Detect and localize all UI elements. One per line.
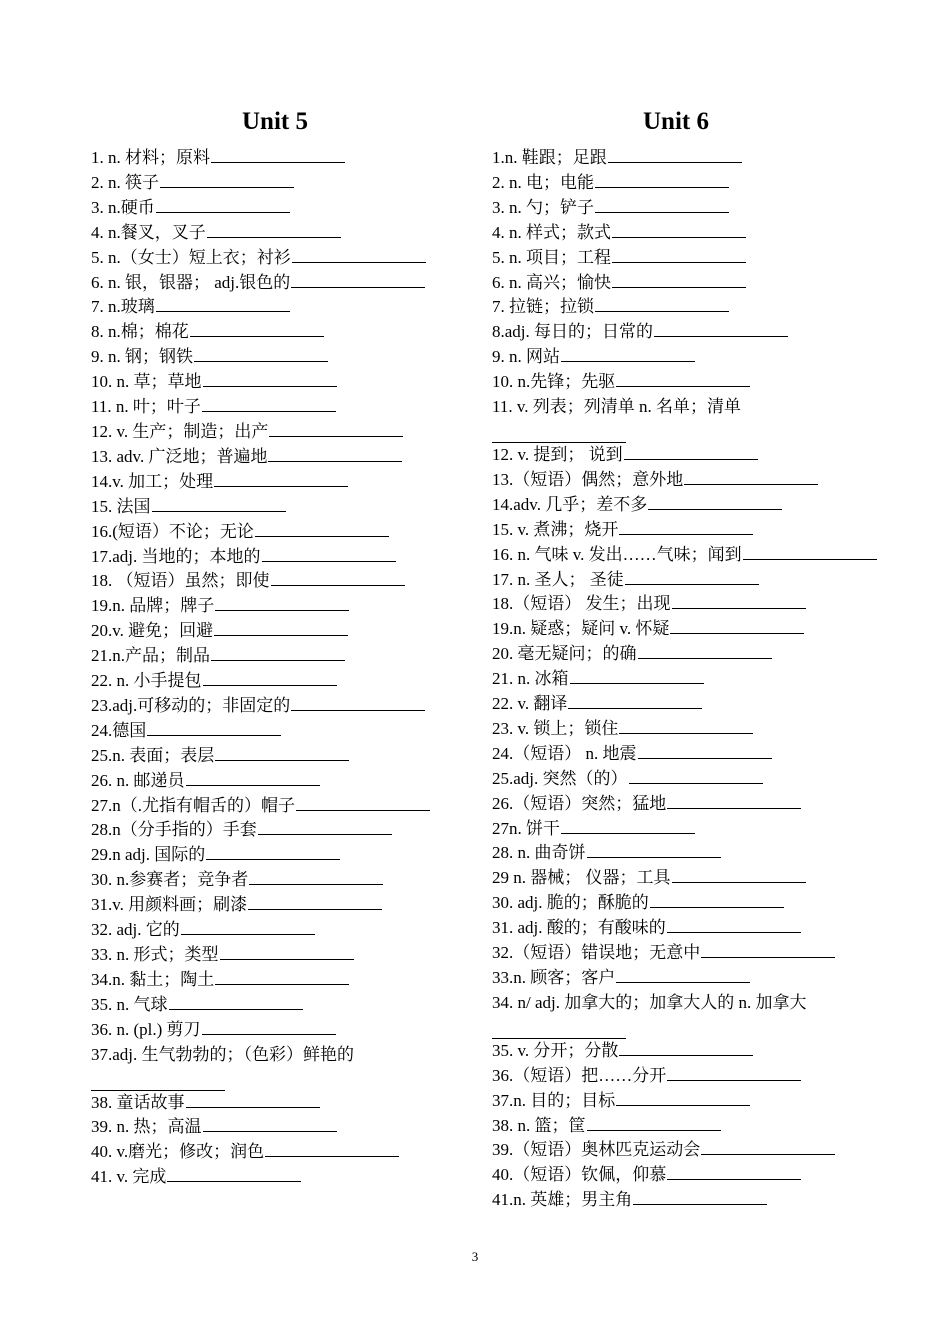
vocab-item — [91, 171, 471, 196]
answer-blank — [633, 1189, 767, 1205]
answer-blank — [160, 172, 294, 188]
vocab-item — [492, 370, 872, 395]
vocab-item-label: 37.adj. 生气勃勃的；（色彩）鲜艳的 — [91, 1044, 355, 1064]
vocab-item-label: 32.（短语）错误地；无意中 — [492, 943, 701, 963]
vocab-item — [492, 642, 872, 667]
vocab-item-label: 23. v. 锁上；锁住 — [492, 718, 619, 738]
vocab-item-label: 2. n. 电；电能 — [492, 172, 594, 192]
answer-blank — [616, 371, 750, 387]
vocab-item — [492, 196, 872, 221]
answer-blank — [672, 867, 806, 883]
answer-blank — [211, 645, 345, 661]
vocab-item — [492, 767, 872, 792]
vocab-item — [91, 520, 471, 545]
vocab-item — [91, 993, 471, 1018]
vocab-item-label: 21. n. 冰箱 — [492, 669, 569, 689]
vocab-item-label: 21.n.产品；制品 — [91, 646, 210, 666]
vocab-item-label: 19.n. 品牌；牌子 — [91, 596, 215, 616]
vocab-item — [492, 295, 872, 320]
vocab-item — [91, 1043, 471, 1091]
vocab-item — [492, 742, 872, 767]
answer-blank — [215, 595, 349, 611]
answer-blank — [648, 494, 782, 510]
vocab-item — [91, 370, 471, 395]
vocab-item-label: 34.n. 黏土；陶土 — [91, 969, 215, 989]
answer-blank — [265, 1141, 399, 1157]
vocab-item-label: 7. 拉链；拉锁 — [492, 297, 594, 317]
vocab-item — [91, 246, 471, 271]
vocab-item — [492, 320, 872, 345]
vocab-item — [492, 1114, 872, 1139]
vocab-item — [91, 495, 471, 520]
vocab-item-label: 34. n/ adj. 加拿大的；加拿大人的 n. 加拿大 — [492, 992, 807, 1012]
answer-blank — [214, 471, 348, 487]
vocab-item-label: 41.n. 英雄；男主角 — [492, 1190, 633, 1210]
vocab-item-label: 28.n（分手指的）手套 — [91, 820, 257, 840]
answer-blank — [292, 247, 426, 263]
answer-blank — [190, 321, 324, 337]
unit-5-column — [91, 102, 471, 1190]
answer-blank — [638, 743, 772, 759]
answer-blank — [186, 770, 320, 786]
vocab-item — [492, 592, 872, 617]
vocab-item — [91, 420, 471, 445]
vocab-item-label: 8.adj. 每日的；日常的 — [492, 322, 654, 342]
vocab-item — [492, 692, 872, 717]
vocab-item-label: 31. adj. 酸的；有酸味的 — [492, 918, 666, 938]
vocab-item — [91, 918, 471, 943]
vocab-item — [492, 246, 872, 271]
answer-blank — [156, 197, 290, 213]
answer-blank — [258, 819, 392, 835]
unit-6-column — [492, 102, 872, 1213]
vocab-item — [492, 841, 872, 866]
vocab-item-label: 33. n. 形式；类型 — [91, 945, 219, 964]
vocab-item — [91, 545, 471, 570]
unit-5-title: Unit 5 — [242, 108, 308, 135]
vocab-item — [492, 817, 872, 842]
vocab-item — [91, 619, 471, 644]
answer-blank — [612, 222, 746, 238]
vocab-item-label: 29 n. 器械； 仪器；工具 — [492, 868, 671, 888]
answer-blank — [156, 296, 290, 312]
answer-blank — [672, 593, 806, 609]
vocab-item — [91, 1165, 471, 1190]
vocab-item-label: 38. 童话故事 — [91, 1092, 185, 1112]
vocab-item-label: 30. n.参赛者；竞争者 — [91, 870, 249, 890]
vocab-item-label: 1.n. 鞋跟；足跟 — [492, 148, 607, 167]
vocab-item — [492, 1163, 872, 1188]
vocab-item — [91, 769, 471, 794]
vocab-item — [492, 916, 872, 941]
vocab-item-label: 10. n. 草；草地 — [91, 372, 202, 392]
vocab-item — [492, 891, 872, 916]
vocab-item — [492, 568, 872, 593]
vocab-item-label: 22. v. 翻译 — [492, 694, 568, 714]
vocab-item-label: 5. n.（女士）短上衣；衬衫 — [91, 247, 291, 267]
answer-blank — [203, 1116, 337, 1132]
vocab-item-label: 32. adj. 它的 — [91, 920, 180, 940]
answer-blank — [595, 296, 729, 312]
answer-blank — [269, 421, 403, 437]
unit-6-title: Unit 6 — [643, 108, 709, 135]
answer-blank — [612, 247, 746, 263]
answer-blank — [202, 396, 336, 412]
answer-blank — [670, 618, 804, 634]
vocab-item-label: 11. v. 列表；列清单 n. 名单；清单 — [492, 397, 742, 417]
answer-blank — [255, 521, 389, 537]
vocab-item — [492, 443, 872, 468]
vocab-item-label: 26.（短语）突然；猛地 — [492, 793, 667, 813]
answer-blank — [262, 546, 396, 562]
answer-blank — [91, 1068, 225, 1091]
answer-blank — [743, 544, 877, 560]
vocab-item — [91, 893, 471, 918]
answer-blank — [619, 718, 753, 734]
answer-blank — [248, 894, 382, 910]
vocab-item-label: 12. v. 生产；制造；出产 — [91, 421, 269, 441]
vocab-item-label: 38. n. 篮；筐 — [492, 1115, 586, 1135]
vocab-item-label: 7. n.玻璃 — [91, 297, 155, 317]
answer-blank — [667, 1065, 801, 1081]
vocab-item-label: 16. n. 气味 v. 发出……气味；闻到 — [492, 544, 742, 564]
answer-blank — [568, 693, 702, 709]
answer-blank — [624, 444, 758, 460]
vocab-item-label: 9. n. 钢；钢铁 — [91, 347, 193, 367]
answer-blank — [625, 569, 759, 585]
vocab-item — [91, 470, 471, 495]
vocab-item — [492, 617, 872, 642]
answer-blank — [152, 496, 286, 512]
answer-blank — [619, 1040, 753, 1056]
vocab-item-label: 24.（短语） n. 地震 — [492, 743, 637, 763]
vocab-item — [492, 1064, 872, 1089]
vocab-item — [492, 271, 872, 296]
answer-blank — [169, 994, 303, 1010]
vocab-item — [91, 1018, 471, 1043]
answer-blank — [206, 844, 340, 860]
vocab-item — [91, 271, 471, 296]
vocab-item — [91, 744, 471, 769]
vocab-item-label: 10. n.先锋；先驱 — [492, 372, 616, 392]
vocab-item-label: 37.n. 目的；目标 — [492, 1090, 616, 1110]
vocab-item-label: 39.（短语）奥林匹克运动会 — [492, 1140, 701, 1160]
vocab-item-label: 20.v. 避免；回避 — [91, 621, 214, 641]
vocab-item-label: 40. v.磨光；修改；润色 — [91, 1142, 265, 1162]
vocab-item — [492, 395, 872, 443]
vocab-item-label: 4. n.餐叉，叉子 — [91, 222, 206, 242]
vocab-item-label: 11. n. 叶；叶子 — [91, 397, 201, 417]
answer-blank — [595, 172, 729, 188]
vocab-item — [91, 968, 471, 993]
vocab-item — [91, 445, 471, 470]
vocab-item-label: 27.n（.尤指有帽舌的）帽子 — [91, 795, 295, 815]
answer-blank — [203, 371, 337, 387]
vocab-item — [492, 493, 872, 518]
answer-blank — [667, 1164, 801, 1180]
vocab-item — [91, 818, 471, 843]
vocab-item — [492, 1138, 872, 1163]
answer-blank — [202, 1019, 336, 1035]
vocab-item-label: 14.adv. 几乎；差不多 — [492, 494, 648, 514]
vocab-item — [492, 966, 872, 991]
vocab-item — [492, 1089, 872, 1114]
vocab-item-label: 36.（短语）把……分开 — [492, 1065, 667, 1085]
vocab-item — [492, 941, 872, 966]
vocab-item-label: 4. n. 样式；款式 — [492, 222, 611, 242]
vocab-item-label: 19.n. 疑惑；疑问 v. 怀疑 — [492, 619, 670, 639]
vocab-item-label: 23.adj.可移动的；非固定的 — [91, 695, 291, 715]
answer-blank — [181, 919, 315, 935]
vocab-item-label: 6. n. 银，银器； adj.银色的 — [91, 272, 291, 292]
answer-blank — [194, 346, 328, 362]
answer-blank — [608, 147, 742, 163]
vocab-item-label: 1. n. 材料；原料 — [91, 148, 210, 167]
vocab-item-label: 31.v. 用颜料画；刷漆 — [91, 895, 248, 915]
vocab-item-label: 20. 毫无疑问；的确 — [492, 644, 637, 664]
answer-blank — [561, 346, 695, 362]
answer-blank — [492, 420, 626, 443]
vocab-item — [492, 717, 872, 742]
vocab-item — [492, 991, 872, 1039]
vocab-item-label: 13. adv. 广泛地；普遍地 — [91, 446, 268, 466]
vocab-item — [492, 345, 872, 370]
vocab-item — [91, 719, 471, 744]
vocab-item — [91, 594, 471, 619]
answer-blank — [215, 745, 349, 761]
vocab-item — [492, 667, 872, 692]
vocab-item-label: 28. n. 曲奇饼 — [492, 843, 586, 863]
vocab-item — [91, 794, 471, 819]
answer-blank — [638, 643, 772, 659]
vocab-item-label: 16.(短语）不论；无论 — [91, 521, 254, 541]
answer-blank — [570, 668, 704, 684]
vocab-item-label: 15. v. 煮沸；烧开 — [492, 519, 619, 539]
answer-blank — [203, 670, 337, 686]
vocab-item — [492, 518, 872, 543]
answer-blank — [701, 1139, 835, 1155]
answer-blank — [619, 519, 753, 535]
answer-blank — [629, 768, 763, 784]
answer-blank — [249, 869, 383, 885]
vocab-item — [91, 221, 471, 246]
vocab-item — [492, 468, 872, 493]
vocab-item-label: 25.adj. 突然（的） — [492, 768, 628, 788]
vocab-item — [91, 1140, 471, 1165]
answer-blank — [215, 969, 349, 985]
vocab-item-label: 12. v. 提到； 说到 — [492, 444, 623, 464]
answer-blank — [616, 967, 750, 983]
vocab-item — [91, 694, 471, 719]
vocab-item-label: 27n. 饼干 — [492, 818, 560, 838]
vocab-item-label: 35. n. 气球 — [91, 994, 168, 1014]
vocab-item-label: 17.adj. 当地的；本地的 — [91, 546, 261, 566]
vocab-item — [91, 569, 471, 594]
vocab-item-label: 40.（短语）钦佩，仰慕 — [492, 1165, 667, 1185]
vocab-item — [91, 196, 471, 221]
answer-blank — [616, 1090, 750, 1106]
answer-blank — [561, 818, 695, 834]
vocab-item — [492, 543, 872, 568]
answer-blank — [147, 720, 281, 736]
answer-blank — [654, 321, 788, 337]
vocab-item-label: 5. n. 项目；工程 — [492, 247, 611, 267]
vocab-item-label: 13.（短语）偶然；意外地 — [492, 469, 684, 489]
vocab-item-label: 39. n. 热；高温 — [91, 1117, 202, 1137]
vocab-item — [492, 792, 872, 817]
vocab-item-label: 17. n. 圣人； 圣徒 — [492, 569, 624, 589]
vocab-item-label: 22. n. 小手提包 — [91, 671, 202, 691]
vocab-item — [492, 1188, 872, 1213]
vocab-item — [91, 345, 471, 370]
answer-blank — [612, 272, 746, 288]
answer-blank — [684, 469, 818, 485]
vocab-item-label: 8. n.棉；棉花 — [91, 322, 189, 342]
vocab-item-label: 25.n. 表面；表层 — [91, 745, 215, 765]
vocab-item-label: 9. n. 网站 — [492, 347, 560, 367]
answer-blank — [167, 1166, 301, 1182]
answer-blank — [268, 446, 402, 462]
vocab-item — [91, 1115, 471, 1140]
answer-blank — [650, 892, 784, 908]
answer-blank — [291, 695, 425, 711]
vocab-item — [91, 146, 471, 171]
vocab-item-label: 2. n. 筷子 — [91, 172, 159, 192]
vocab-item — [91, 943, 471, 968]
vocab-item — [91, 1091, 471, 1116]
answer-blank — [587, 842, 721, 858]
unit-6-vocab-list — [492, 146, 872, 1213]
vocab-item-label: 15. 法国 — [91, 496, 151, 516]
answer-blank — [667, 917, 801, 933]
unit-5-vocab-list — [91, 146, 471, 1190]
vocab-item-label: 26. n. 邮递员 — [91, 770, 185, 790]
vocab-item — [91, 295, 471, 320]
vocab-item — [91, 868, 471, 893]
vocab-item-label: 3. n. 勺；铲子 — [492, 197, 594, 217]
answer-blank — [186, 1092, 320, 1108]
answer-blank — [587, 1115, 721, 1131]
answer-blank — [296, 795, 430, 811]
answer-blank — [271, 570, 405, 586]
vocab-item — [492, 146, 872, 171]
answer-blank — [207, 222, 341, 238]
vocab-item — [492, 1039, 872, 1064]
vocab-item-label: 14.v. 加工；处理 — [91, 471, 214, 491]
vocab-item-label: 30. adj. 脆的；酥脆的 — [492, 893, 649, 913]
vocab-item-label: 36. n. (pl.) 剪刀 — [91, 1019, 201, 1039]
vocab-item-label: 18.（短语） 发生；出现 — [492, 594, 671, 614]
vocab-item-label: 41. v. 完成 — [91, 1167, 167, 1187]
vocab-item — [492, 221, 872, 246]
vocab-item-label: 33.n. 顾客；客户 — [492, 968, 616, 987]
vocab-item — [91, 644, 471, 669]
vocab-item — [492, 171, 872, 196]
answer-blank — [214, 620, 348, 636]
vocab-item-label: 29.n adj. 国际的 — [91, 845, 206, 865]
vocab-item-label: 18. （短语）虽然；即使 — [91, 571, 270, 591]
vocab-item-label: 35. v. 分开；分散 — [492, 1040, 619, 1060]
answer-blank — [667, 793, 801, 809]
vocab-item — [492, 866, 872, 891]
answer-blank — [492, 1016, 626, 1039]
vocab-item — [91, 320, 471, 345]
answer-blank — [220, 944, 354, 960]
answer-blank — [291, 272, 425, 288]
vocab-item — [91, 395, 471, 420]
answer-blank — [701, 942, 835, 958]
vocab-item — [91, 669, 471, 694]
vocab-item — [91, 843, 471, 868]
vocab-item-label: 24.德国 — [91, 720, 147, 740]
page-number: 3 — [471, 1249, 479, 1264]
answer-blank — [211, 147, 345, 163]
vocab-item-label: 3. n.硬币 — [91, 197, 155, 217]
vocab-item-label: 6. n. 高兴；愉快 — [492, 272, 611, 292]
answer-blank — [595, 197, 729, 213]
